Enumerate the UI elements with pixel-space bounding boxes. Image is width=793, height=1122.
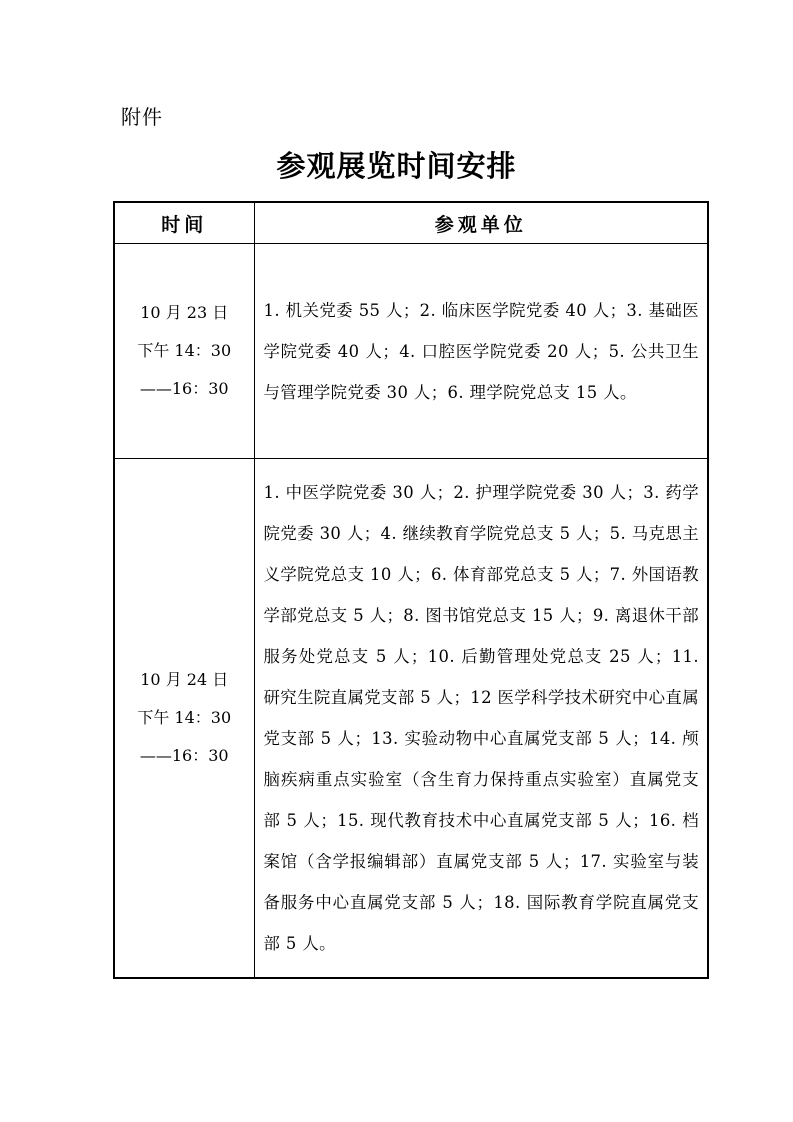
schedule-table [113, 201, 709, 979]
units-list: 1. 机关党委 55 人；2. 临床医学院党委 40 人；3. 基础医学院党委 40 人；4. 口腔医学院党委 20 人；5. 公共卫生与管理学院党委 30 人；6. 理学院党总支 15 人。 [263, 300, 699, 402]
page-title: 参观展览时间安排 [276, 149, 517, 183]
visit-end-time: ——16：30 [139, 379, 229, 398]
table-header-row [114, 202, 708, 244]
units-column-header: 参观单位 [254, 202, 708, 244]
time-column-header: 时间 [114, 202, 254, 244]
units-cell [254, 459, 708, 979]
visit-date: 10 月 23 日 [140, 303, 229, 322]
visit-date: 10 月 24 日 [140, 670, 229, 689]
visit-start-time: 下午 14：30 [137, 341, 232, 360]
units-cell [254, 244, 708, 459]
table-row [114, 459, 708, 979]
visit-start-time: 下午 14：30 [137, 708, 232, 727]
attachment-label: 附件 [121, 105, 163, 129]
time-cell [114, 459, 254, 979]
visit-end-time: ——16：30 [139, 746, 229, 765]
table-row [114, 244, 708, 459]
time-cell [114, 244, 254, 459]
units-list: 1. 中医学院党委 30 人；2. 护理学院党委 30 人；3. 药学院党委 30 人；4. 继续教育学院党总支 5 人；5. 马克思主义学院党总支 10 人；6. 体育部党总支 5 人；7. 外国语教学部党总支 5 人；8. 图书馆党总支 15 人；9. 离退休干部服务处党总支 5 人；10. 后勤管理处党总支 25 人；11. 研究生院直属党支部 5 人；12 医学科学技术研究中心直属党支部 5 人；13. 实验动物中心直属党支部 5 人；14. 颅脑疾病重点实验室（含生育力保持重点实验室）直属党支部 5 人；15. 现代教育技术中心直属党支部 5 人；16. 档案馆（含学报编辑部）直属党支部 5 人；17. 实验室与装备服务中心直属党支部 5 人；18. 国际教育学院直属党支部 5 人。 [263, 483, 699, 953]
